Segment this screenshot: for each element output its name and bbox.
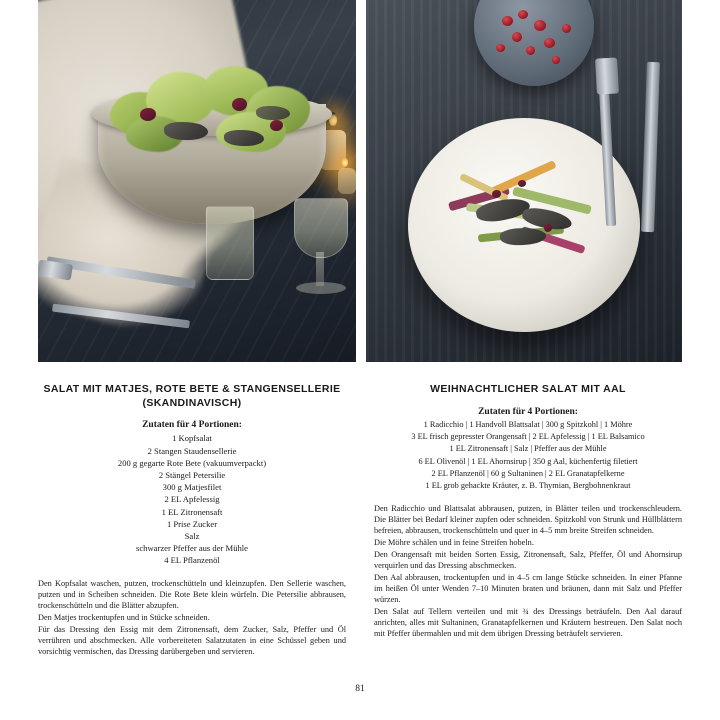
ingredients-list-left [38,432,346,566]
recipe-title-right: WEIHNACHTLICHER SALAT MIT AAL [430,383,626,395]
pomegranate-seed [552,56,560,64]
step-paragraph: Für das Dressing den Essig mit dem Zitronensaft, dem Zucker, Salz, Pfeffer und Öl verrühren und abschmecken. Alle vorbereiteten Salatzutaten in eine Schüssel geben und vorsichtig vermischen, das Dressing darübergeben und servieren. [38,624,346,656]
pomegranate-seed [544,38,555,48]
salad-heap [106,62,318,152]
pomegranate-seed [512,32,522,42]
wine-glass-bowl [294,198,348,258]
wine-glass-stem [316,252,324,286]
pomegranate-seed [496,44,505,52]
ingredient-item: 2 Stängel Petersilie [158,469,226,480]
fork-right-tines [595,57,619,94]
recipe-column-right [374,382,682,658]
step-paragraph: Den Aal abbrausen, trockentupfen und in 4–5 cm lange Stücke schneiden. In einer Pfanne im heißen Öl unter Wenden 7–10 Minuten braten und bräunen, dann mit Salz und Pfeffer würzen. [374,573,682,605]
step-paragraph: Den Salat auf Tellern verteilen und mit ¾ des Dressings beträufeln. Den Aal darauf anrichten, alles mit Sultaninen, Granatapfelkernen und Kräutern bestreuen. Den Salat noch mit Pfeffer übermahlen und mit dem übrigen Dressing beträufelt servieren. [374,607,682,639]
ingredient-item: schwarzer Pfeffer aus der Mühle [136,543,248,554]
ingredients-list-right [374,419,682,492]
photo-band [38,0,682,362]
wine-glass-foot [296,282,346,294]
ingredient-item: 300 g Matjesfilet [162,482,222,493]
christmas-eel-salad-photo [366,0,682,362]
salad-with-matjes-photo [38,0,356,362]
page-number: 81 [355,684,365,694]
pomegranate-seed [518,10,528,19]
ingredient-item: Salz [184,530,200,541]
pomegranate-seed [534,20,546,31]
pomegranate-seed [562,24,571,33]
step-paragraph: Den Radicchio und Blattsalat abbrausen, putzen, in Blätter teilen und trockenschleudern. Die Blätter bei Bedarf kleiner zupfen oder schneiden. Spitzkohl von Strunk und Hüllblättern befreien, abbrausen, trockenschütteln und quer in 4–5 mm breite Streifen schneiden. [374,503,682,535]
ingredient-item: 200 g gegarte Rote Bete (vakuumverpackt) [117,457,267,468]
pomegranate-seed [502,16,513,26]
ingredient-item: 3 EL frisch gepresster Orangensaft | 2 EL Apfelessig | 1 EL Balsamico [411,432,645,442]
step-paragraph: Die Möhre schälen und in feine Streifen hobeln. [374,537,534,547]
ingredient-item: 2 EL Apfelessig [164,494,220,505]
step-paragraph: Den Matjes trockentupfen und in Stücke schneiden. [38,612,210,622]
pomegranate-seed [526,46,535,55]
ingredients-heading-right: Zutaten für 4 Portionen: [478,407,578,418]
candle-flame-three [342,156,348,167]
ingredient-item: 2 EL Pflanzenöl | 60 g Sultaninen | 2 EL Granatapfelkerne [431,468,625,478]
ingredient-item: 2 Stangen Staudensellerie [147,445,237,456]
ingredient-item: 1 EL Zitronensaft | Salz | Pfeffer aus der Mühle [449,444,607,454]
ingredient-item: 4 EL Pflanzenöl [164,555,220,566]
preparation-steps-right [374,503,682,639]
preparation-steps-left [38,578,346,657]
eel-salad-heap [448,150,604,280]
step-paragraph: Den Kopfsalat waschen, putzen, trockenschütteln und kleinzupfen. Den Sellerie waschen, putzen und in Scheiben schneiden. Die Rote Bete klein würfeln. Die Petersilie abbrausen, trockenschütteln und die Blätter abzupfen. [38,578,346,610]
recipe-columns [38,382,682,658]
ingredients-heading-left: Zutaten für 4 Portionen: [142,420,242,431]
recipe-title-left: SALAT MIT MATJES, ROTE BETE & STANGENSELLERIE (SKANDINAVISCH) [43,383,341,410]
step-paragraph: Den Orangensaft mit beiden Sorten Essig, Zitronensaft, Salz, Pfeffer, Öl und Ahornsirup verquirlen und das Dressing abschmecken. [374,549,682,570]
ingredient-item: 6 EL Olivenöl | 1 EL Ahornsirup | 350 g Aal, küchenfertig filetiert [418,456,638,466]
tumbler-glass [206,206,254,280]
ingredient-item: 1 EL grob gehackte Kräuter, z. B. Thymian, Bergbohnenkraut [425,480,631,490]
candle-three [338,168,356,194]
ingredient-item: 1 Kopfsalat [172,433,212,444]
ingredient-item: 1 EL Zitronensaft [161,506,223,517]
recipe-column-left [38,382,346,658]
ingredient-item: 1 Prise Zucker [166,518,218,529]
ingredient-item: 1 Radicchio | 1 Handvoll Blattsalat | 300 g Spitzkohl | 1 Möhre [423,420,633,430]
